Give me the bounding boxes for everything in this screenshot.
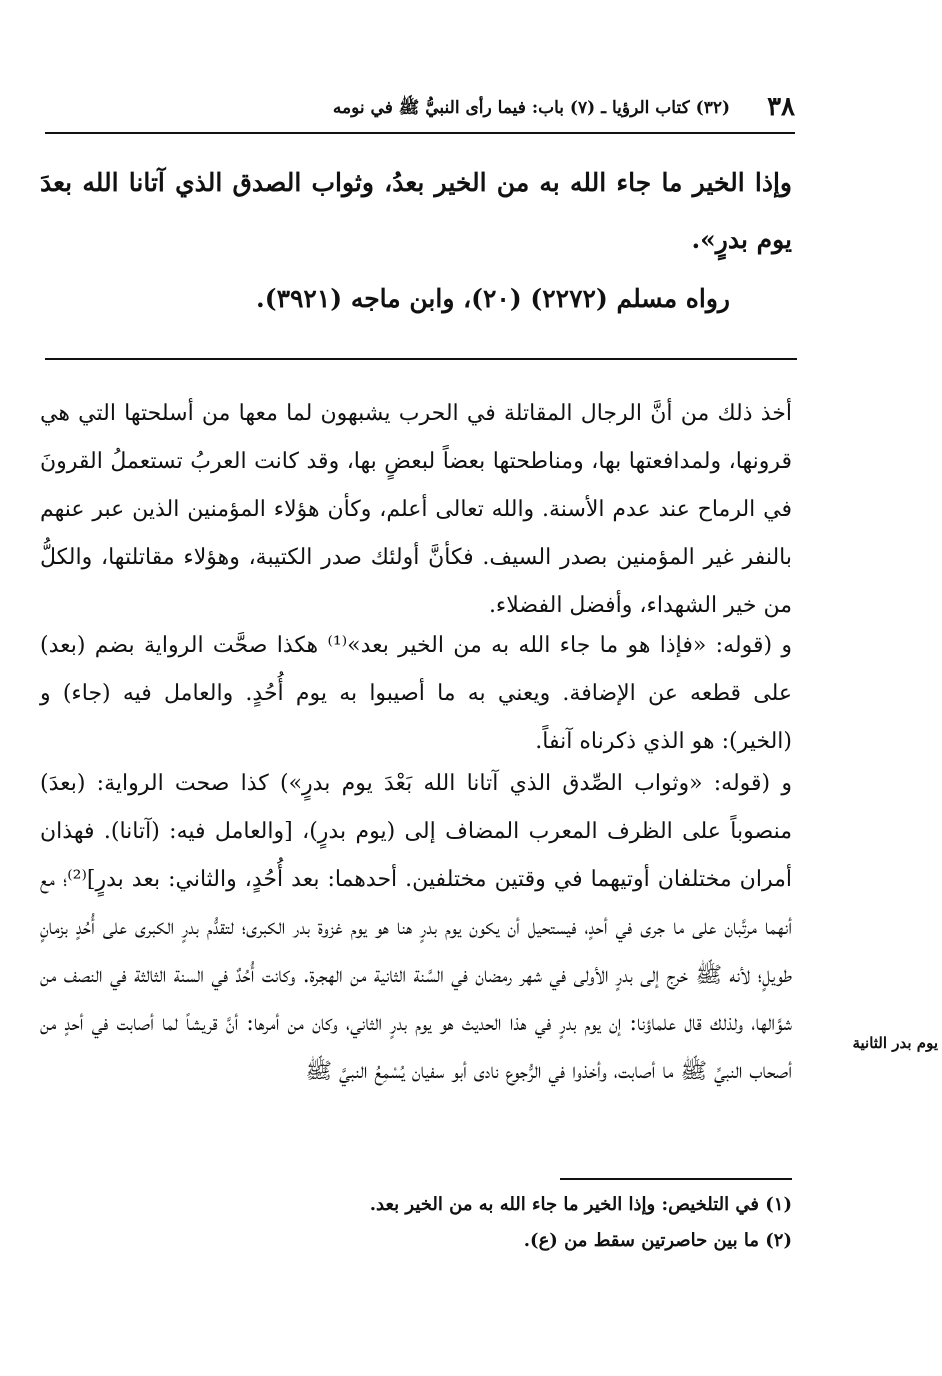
- footnote-1: (١) في التلخيص: وإذا الخير ما جاء الله به من الخير بعد.: [369, 1194, 792, 1215]
- hadith-text-line-1: وإذا الخير ما جاء الله به من الخير بعدُ، وثواب الصدق الذي آتانا الله بعدَ: [40, 168, 792, 197]
- margin-note: يوم بدر الثانية: [852, 1034, 938, 1052]
- hadith-text-line-2: يوم بدرٍ».: [691, 225, 792, 254]
- running-title: (٣٢) كتاب الرؤيا ـ (٧) باب: فيما رأى النبيُّ ﷺ في نومه: [332, 98, 730, 118]
- header-divider: [45, 132, 795, 134]
- footnote-2: (٢) ما بين حاصرتين سقط من (ع).: [523, 1230, 792, 1251]
- commentary-paragraph-3: و (قوله: «وثواب الصِّدق الذي آتانا الله بَعْدَ يوم بدرٍ») كذا صحت الرواية: (بعدَ) منصوباً على الظرف المعرب المضاف إلى (يوم بدرٍ)، [والعامل فيه: (آتانا). فهذان أمران مختلفان أوتيهما في وقتين مختلفين. أحدهما: بعد أُحُدٍ، والثاني: بعد بدرٍ]⁽²⁾؛ مع أنهما مرتَّبان على ما جرى في أحدٍ، فيستحيل أن يكون يوم بدرٍ هنا هو يوم غزوة بدر الكبرى؛ لتقدُّم بدرٍ الكبرى على أُحُدٍ بزمانٍ طويلٍ؛ لأنه ﷺ خرج إلى بدرٍ الأولى في شهر رمضان في السَّنة الثانية من الهجرة. وكانت أُحُدٌ في السنة الثالثة في النصف من شوَّالها، ولذلك قال علماؤنا: إن يوم بدرٍ في هذا الحديث هو يوم بدرٍ الثاني، وكان من أمرها: أنَّ قريشاً لما أصابت في أحدٍ من أصحاب النبيِّ ﷺ ما أصابت، وأخذوا في الرُّجوع نادى أبو سفيان يُسْمِعُ النبيَّ ﷺ: [40, 771, 793, 1084]
- page-number: ٣٨: [767, 92, 795, 122]
- commentary-paragraph-1: أخذ ذلك من أنَّ الرجال المقاتلة في الحرب يشبهون لما معها من أسلحتها التي هي قرونها، ولمدافعتها بها، ومناطحتها بعضاً لبعضٍ بها، وقد كانت العربُ تستعملُ القرونَ في الرماح عند عدم الأسنة. والله تعالى أعلم، وكأن هؤلاء المؤمنين الذين عبر عنهم بالنفر غير المؤمنين بصدر السيف. فكأنَّ أولئك صدر الكتيبة، وهؤلاء مقاتلتها، والكلُّ من خير الشهداء، وأفضل الفضلاء.: [40, 401, 792, 618]
- footnote-divider: [560, 1178, 792, 1180]
- section-divider: [45, 358, 797, 360]
- commentary-paragraph-2: و (قوله: «فإذا هو ما جاء الله به من الخير بعد»⁽¹⁾ هكذا صحَّت الرواية بضم (بعد) على قطعه عن الإضافة. ويعني به ما أصيبوا به يوم أُحُدٍ. والعامل فيه (جاء) و (الخير): هو الذي ذكرناه آنفاً.: [40, 633, 793, 754]
- hadith-source: رواه مسلم (٢٢٧٢) (٢٠)، وابن ماجه (٣٩٢١).: [256, 284, 730, 313]
